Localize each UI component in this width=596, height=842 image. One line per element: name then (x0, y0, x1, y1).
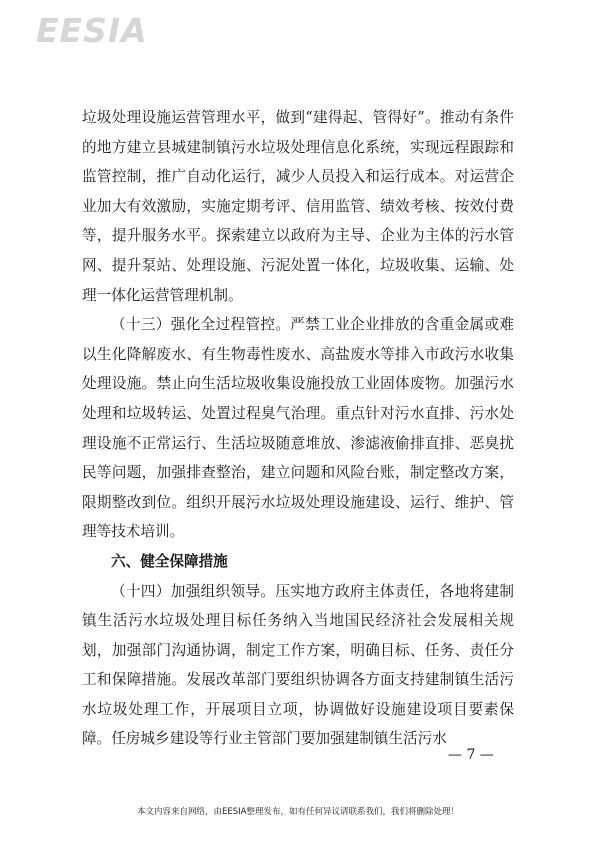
section-heading-safeguards: 六、健全保障措施 (111, 552, 228, 570)
eesia-logo: EESIA (36, 11, 148, 50)
paragraph-organizational-leadership: （十四）加强组织领导。压实地方政府主体责任，各地将建制镇生活污水垃圾处理目标任务纳入当地国民经济社会发展相关规划，加强部门沟通协调，制定工作方案，明确目标、任务、责任分工和保障措施。发展改革部门要组织协调各方面支持建制镇生活污水垃圾处理工作，开展项目立项，协调做好设施建设项目要素保障。任房城乡建设等行业主管部门要加强建制镇生活污水 (82, 582, 514, 748)
paragraph-process-control: （十三）强化全过程管控。严禁工业企业排放的含重金属或难以生化降解废水、有生物毒性废水、高盐废水等排入市政污水收集处理设施。禁止向生活垃圾收集设施投放工业固体废物。加强污水处理和垃圾转运、处置过程臭气治理。重点针对污水直排、污水处理设施不正常运行、生活垃圾随意堆放、渗滤液偷排直排、恶臭扰民等问题，加强排查整治，建立问题和风险台账，制定整改方案，限期整改到位。组织开展污水垃圾处理设施建设、运行、维护、管理等技术培训。 (82, 316, 514, 541)
footer-disclaimer: 本文内容来自网络，由EESIA整理发布，如有任何异议请联系我们，我们将删除处理！ (137, 807, 459, 817)
document-body (82, 103, 514, 754)
paragraph-operations-management: 垃圾处理设施运营管理水平，做到“建得起、管得好”。推动有条件的地方建立县城建制镇污水垃圾处理信息化系统，实现远程跟踪和监管控制，推广自动化运行，减少人员投入和运行成本。对运营企业加大有效激励，实施定期考评、信用监管、绩效考核、按效付费等，提升服务水平。探索建立以政府为主导、企业为主体的污水管网、提升泵站、处理设施、污泥处置一体化，垃圾收集、运输、处理一体化运营管理机制。 (82, 109, 514, 304)
page-number: — 7 — (448, 747, 494, 763)
